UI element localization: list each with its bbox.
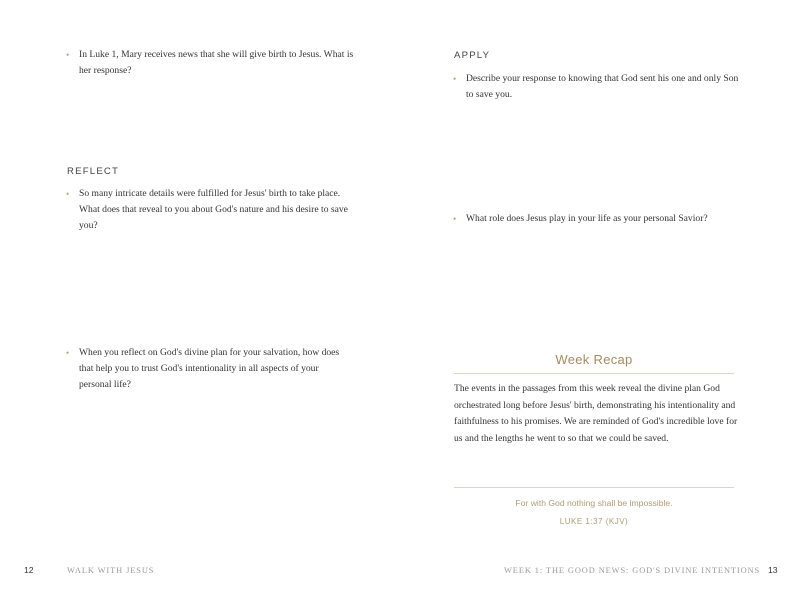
page-number-left: 12 (24, 565, 34, 575)
bullet-icon: • (453, 214, 457, 224)
bullet-icon: • (66, 348, 70, 358)
week-recap-title: Week Recap (555, 352, 633, 367)
bullet-icon: • (66, 189, 70, 199)
scripture-reference: LUKE 1:37 (KJV) (559, 517, 629, 526)
question-divine-plan (66, 345, 349, 393)
question-text: So many intricate details were fulfilled for Jesus' birth to take place. What does that reveal to you about God's nature and his desire to save you? (79, 188, 348, 231)
question-text: When you reflect on God's divine plan for your salvation, how does that help you to trust God's intentionality in all aspects of your personal life? (79, 347, 340, 390)
verse-divider (454, 487, 734, 488)
question-mary-response (66, 47, 359, 79)
apply-heading: APPLY (454, 50, 491, 61)
scripture-verse: For with God nothing shall be impossible. (515, 498, 673, 508)
reflect-heading: REFLECT (67, 166, 120, 177)
page-number-right: 13 (768, 565, 778, 575)
bullet-icon: • (453, 74, 457, 84)
question-intricate-details (66, 186, 354, 234)
week-recap-body: The events in the passages from this week reveal the divine plan God orchestrated long before Jesus' birth, demonstrating his intentionality and faithfulness to his promises. We are reminded of God's incredible love for us and the lengths he went to so that we could be saved. (454, 383, 738, 444)
bullet-icon: • (66, 50, 70, 60)
running-title-right: WEEK 1: THE GOOD NEWS: GOD'S DIVINE INTENTIONS (504, 566, 761, 575)
question-personal-savior (453, 211, 746, 227)
question-response-son (453, 71, 741, 103)
question-text: Describe your response to knowing that God sent his one and only Son to save you. (466, 73, 739, 100)
right-page (400, 0, 800, 600)
question-text: In Luke 1, Mary receives news that she will give birth to Jesus. What is her response? (79, 49, 354, 76)
question-text: What role does Jesus play in your life as your personal Savior? (466, 213, 708, 224)
recap-divider (454, 373, 734, 374)
running-title-left: WALK WITH JESUS (67, 566, 155, 575)
